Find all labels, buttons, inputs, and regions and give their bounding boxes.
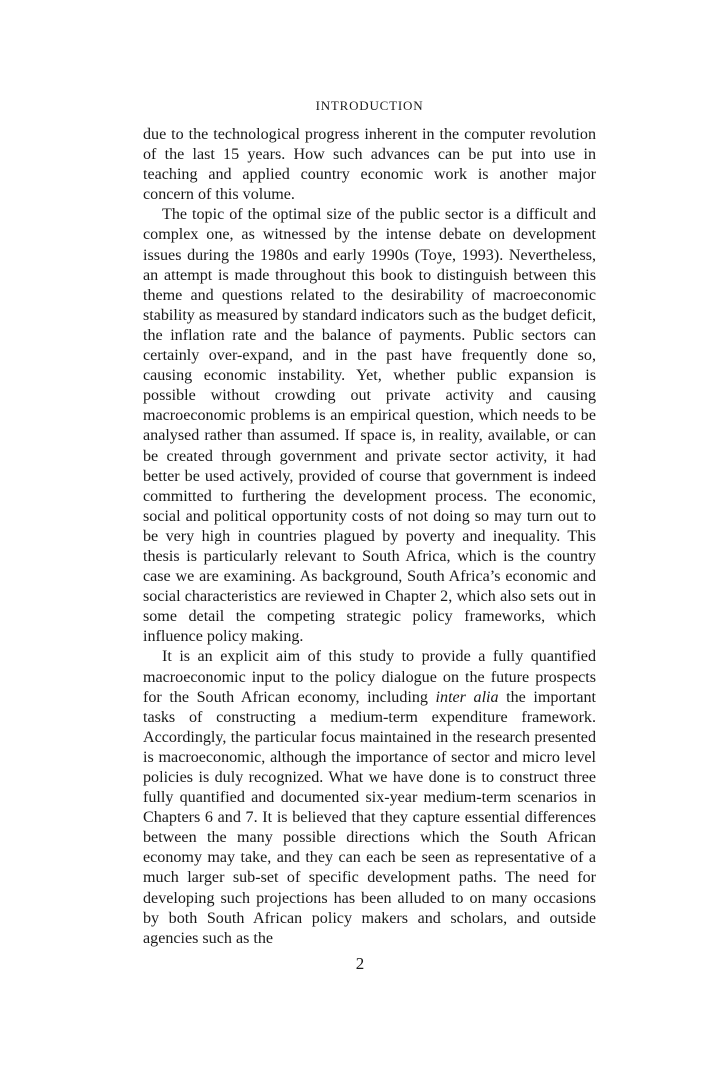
paragraph-1 (143, 125, 596, 205)
paragraph-3-text-before: It is an explicit aim of this study to provide a fully quantified macroeconomic input to the policy dialogue on the future prospects for the South African economy, including (143, 648, 596, 706)
paragraph-2 (143, 205, 596, 647)
paragraph-3-text-after: the important tasks of constructing a medium-term expenditure framework. Accordingly, the particular focus maintained in the research presented is macroeconomic, although the importance of sector and micro level policies is duly recognized. What we have done is to construct three fully quantified and documented six-year medium-term scenarios in Chapters 6 and 7. It is believed that they capture essential differences between the many possible directions which the South African economy may take, and they can each be seen as representative of a much larger sub-set of specific development paths. The need for developing such projections has been alluded to on many occasions by both South African policy makers and scholars, and outside agencies such as the (143, 688, 596, 947)
paragraph-3-italic-phrase: inter alia (435, 688, 499, 706)
paragraph-1-text: due to the technological progress inherent in the computer revolution of the last 15 years. How such advances can be put into use in teaching and applied country economic work is another major concern of this volume. (143, 126, 596, 204)
running-head: INTRODUCTION (315, 98, 424, 113)
page-number: 2 (355, 954, 365, 973)
page-body (143, 98, 596, 949)
paragraph-2-text: The topic of the optimal size of the public sector is a difficult and complex one, as witnessed by the intense debate on development issues during the 1980s and early 1990s (Toye, 1993). Nevertheless, an attempt is made throughout this book to distinguish between this theme and questions related to the desirability of macroeconomic stability as measured by standard indicators such as the budget deficit, the inflation rate and the balance of payments. Public sectors can certainly over-expand, and in the past have frequently done so, causing economic instability. Yet, whether public expansion is possible without crowding out private activity and causing macroeconomic problems is an empirical question, which needs to be analysed rather than assumed. If space is, in reality, available, or can be created through government and private sector activity, it had better be used actively, provided of course that government is indeed committed to furthering the development process. The economic, social and political opportunity costs of not doing so may turn out to be very high in countries plagued by poverty and inequality. This thesis is particularly relevant to South Africa, which is the country case we are examining. As background, South Africa’s economic and social characteristics are reviewed in Chapter 2, which also sets out in some detail the competing strategic policy frameworks, which influence policy making. (143, 206, 596, 646)
paragraph-3 (143, 647, 596, 948)
